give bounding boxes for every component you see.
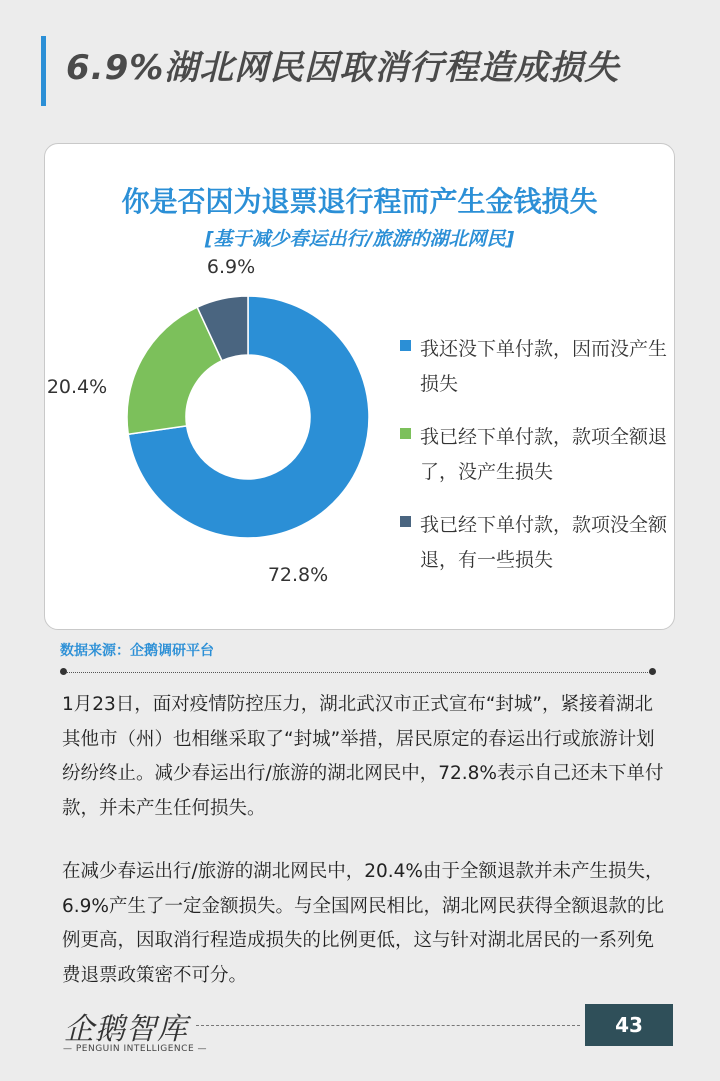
footer-divider — [196, 1025, 580, 1026]
chart-subtitle: [基于减少春运出行/旅游的湖北网民] — [204, 228, 515, 250]
title-accent-bar — [41, 36, 46, 106]
legend-swatch-1 — [400, 428, 411, 439]
legend-label: 我已经下单付款，款项全额退了，没产生损失 — [420, 426, 668, 483]
page-title: 6.9%湖北网民因取消行程造成损失 — [66, 48, 620, 88]
legend-item — [400, 332, 670, 402]
page-number: 43 — [585, 1004, 673, 1046]
logo — [60, 1000, 207, 1062]
legend-item — [400, 420, 670, 490]
paragraph-2: 在减少春运出行/旅游的湖北网民中，20.4%由于全额退款并未产生损失，6.9%产生了一定金额损失。与全国网民相比，湖北网民获得全额退款的比例更高，因取消行程造成损失的比例更低，这与针对湖北居民的一系列免费退票政策密不可分。 — [62, 861, 665, 986]
divider-dot-left — [60, 668, 67, 675]
divider — [62, 672, 652, 673]
legend-swatch-2 — [400, 516, 411, 527]
data-label-0: 72.8% — [267, 564, 329, 586]
divider-dot-right — [649, 668, 656, 675]
chart-title: 你是否因为退票退行程而产生金钱损失 — [121, 185, 598, 218]
data-label-1: 20.4% — [46, 376, 108, 398]
legend-swatch-0 — [400, 340, 411, 351]
data-label-2: 6.9% — [206, 256, 256, 278]
legend-label: 我还没下单付款，因而没产生损失 — [420, 338, 668, 395]
legend-item — [400, 508, 670, 578]
logo-text: 企鹅智库 — [64, 1012, 188, 1047]
chart-card — [44, 143, 675, 630]
legend-label: 我已经下单付款，款项没全额退，有一些损失 — [420, 514, 668, 571]
logo-subtext: — PENGUIN INTELLIGENCE — — [63, 1044, 207, 1054]
data-source: 数据来源：企鹅调研平台 — [60, 643, 214, 659]
chart-legend — [400, 332, 670, 596]
paragraph-1: 1月23日，面对疫情防控压力，湖北武汉市正式宣布“封城”，紧接着湖北其他市（州）也相继采取了“封城”举措，居民原定的春运出行或旅游计划纷纷终止。减少春运出行/旅游的湖北网民中，72.8%表示自己还未下单付款，并未产生任何损失。 — [62, 694, 664, 819]
